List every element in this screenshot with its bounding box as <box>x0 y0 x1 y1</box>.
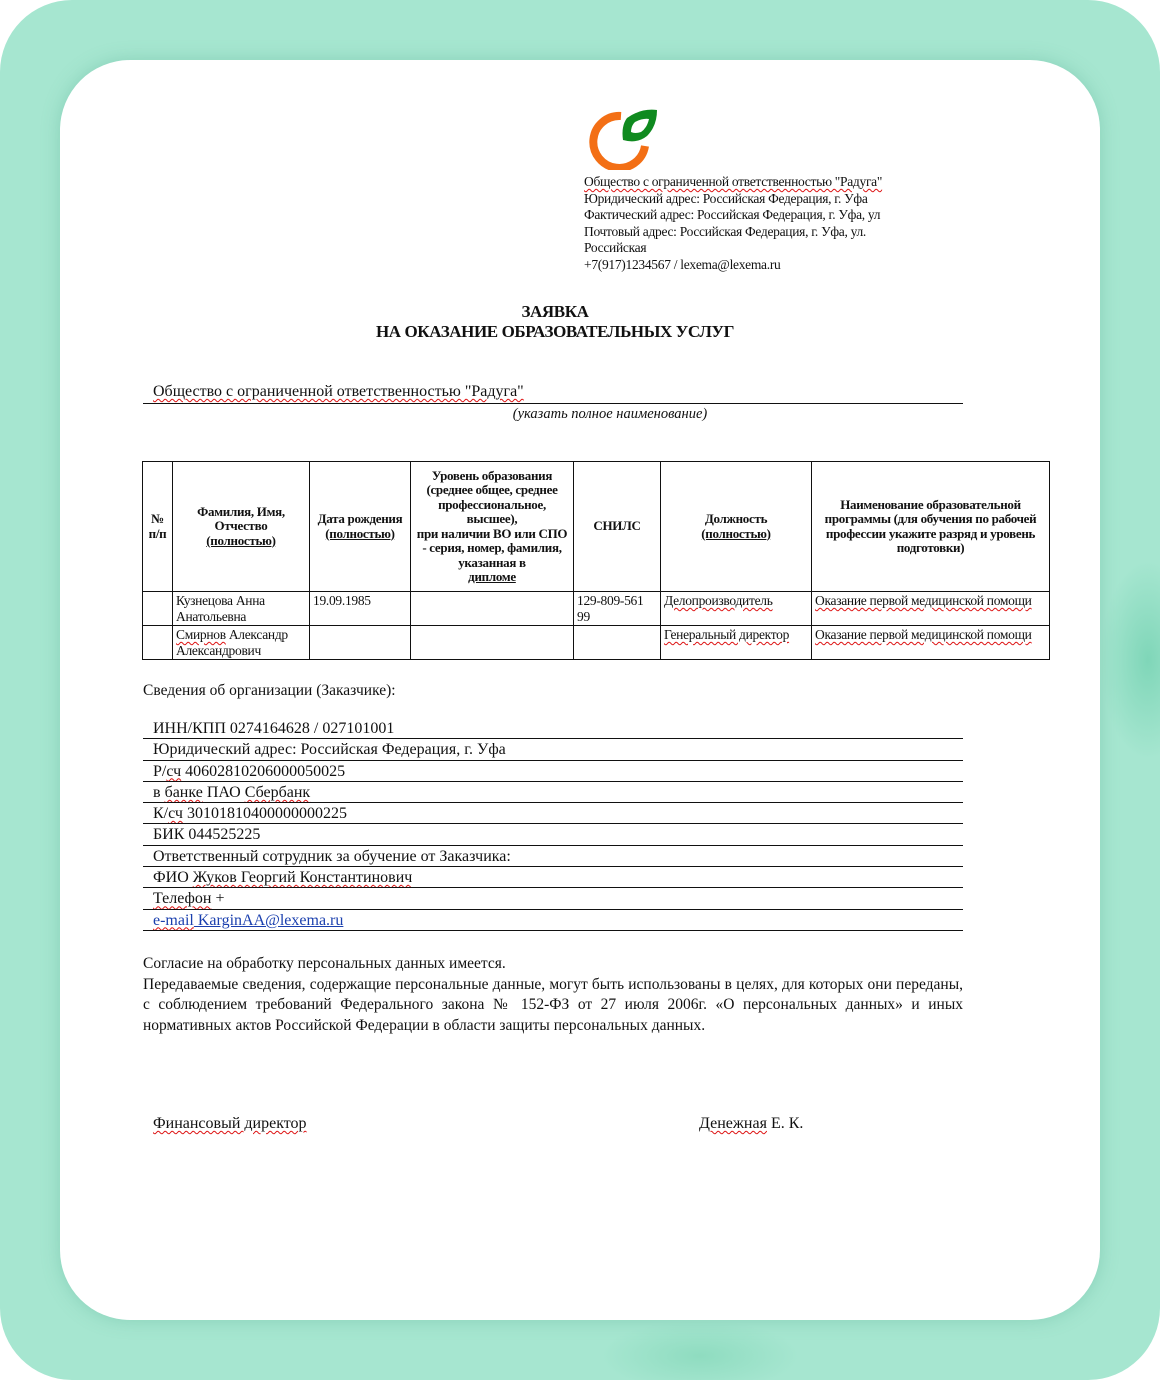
bank-prefix: в <box>153 783 165 801</box>
header-dob-note: (полностью) <box>325 525 395 541</box>
phone-value: + <box>211 890 225 908</box>
consent-text: Передаваемые сведения, содержащие персональные данные, могут быть использованы в целях, для которых они переданы, с соблюдением требований Федерального закона № 152-ФЗ от 27 июля 2006г. «О персональных данных» и иных нормативных актов Российской Федерации в области защиты персональных данных. <box>143 975 963 1034</box>
header-fio-text: Фамилия, Имя, Отчество <box>197 503 285 534</box>
company-postal-address-cont: Российская <box>584 240 647 255</box>
title-line-2: НА ОКАЗАНИЕ ОБРАЗОВАТЕЛЬНЫХ УСЛУГ <box>375 322 735 341</box>
cell-education <box>411 626 574 660</box>
bank-word: банке <box>164 783 203 801</box>
customer-phone <box>143 888 963 909</box>
corr-number: 30101810400000000225 <box>182 805 347 823</box>
signatory-position: Финансовый директор <box>153 1115 307 1132</box>
customer-section-label: Сведения об организации (Заказчике): <box>143 682 396 699</box>
customer-inn-kpp: ИНН/КПП 0274164628 / 027101001 <box>143 718 963 739</box>
cell-position: Делопроизводитель <box>661 592 812 626</box>
table-row <box>143 592 1050 626</box>
header-fio-note: (полностью) <box>206 532 276 548</box>
customer-account <box>143 761 963 782</box>
bank-name: Сбербанк <box>244 783 311 801</box>
customer-info <box>143 718 963 931</box>
company-name: Общество с ограниченной ответственностью "Радуга" <box>584 174 883 189</box>
customer-corr-account <box>143 803 963 824</box>
header-program: Наименование образовательной программы (для обучения по рабочей профессии укажите разряд и уровень подготовки) <box>812 462 1050 592</box>
cell-dob: 19.09.1985 <box>310 592 411 626</box>
cell-dob <box>310 626 411 660</box>
company-contacts: +7(917)1234567 / lexema@lexema.ru <box>584 256 781 272</box>
cell-program: Оказание первой медицинской помощи <box>812 626 1050 660</box>
bank-mid: ПАО <box>202 783 245 801</box>
email-label: e-mail <box>153 911 194 929</box>
fio-prefix: ФИО <box>153 869 193 887</box>
account-abbr: сч <box>166 762 182 780</box>
company-logo-icon <box>583 106 659 170</box>
organization-name-field <box>143 383 963 404</box>
company-header <box>584 174 944 273</box>
organization-name: Общество с ограниченной ответственностью "Радуга" <box>153 383 524 400</box>
header-dob <box>310 462 411 592</box>
email-link[interactable]: KarginAA@lexema.ru <box>193 911 344 929</box>
header-position <box>661 462 812 592</box>
header-position-text: Должность <box>704 511 768 526</box>
participants-table <box>142 461 1050 660</box>
cell-program: Оказание первой медицинской помощи <box>812 592 1050 626</box>
consent-statement: Согласие на обработку персональных данных имеется. <box>143 955 506 972</box>
cell-education <box>411 592 574 626</box>
table-row <box>143 626 1050 660</box>
header-fio <box>173 462 310 592</box>
header-education <box>411 462 574 592</box>
cell-snils <box>574 626 661 660</box>
frame-glow <box>600 1320 800 1380</box>
header-position-note: (полностью) <box>701 525 771 541</box>
header-edu-text-2: при наличии ВО или СПО - серия, номер, фамилия, указанная в <box>416 525 568 570</box>
customer-bik: БИК 044525225 <box>143 824 963 845</box>
account-prefix: Р/ <box>153 762 167 780</box>
fio-value: Жуков Георгий Константинович <box>192 869 413 887</box>
cell-position: Генеральный директор <box>661 626 812 660</box>
company-legal-address: Юридический адрес: Российская Федерация, г. Уфа <box>584 190 868 206</box>
customer-responsible-fio <box>143 867 963 888</box>
signatory-name <box>699 1115 803 1133</box>
table-header-row <box>143 462 1050 592</box>
frame-glow <box>1100 560 1160 760</box>
account-number: 40602810206000050025 <box>181 762 346 780</box>
header-edu-text: Уровень образования (среднее общее, среднее профессиональное, высшее), <box>426 467 558 526</box>
customer-responsible-label: Ответственный сотрудник за обучение от Заказчика: <box>143 846 963 867</box>
cell-snils: 129-809-561 99 <box>574 592 661 626</box>
title-line-1: ЗАЯВКА <box>521 302 589 321</box>
corr-abbr: сч <box>168 805 183 823</box>
header-num: № п/п <box>143 462 173 592</box>
signatory-surname: Денежная <box>699 1115 767 1132</box>
customer-email[interactable] <box>143 910 963 931</box>
corr-prefix: К/ <box>153 805 169 823</box>
cell-fio-rest: Александр Александрович <box>176 627 288 658</box>
cell-fio: Кузнецова Анна Анатольевна <box>173 592 310 626</box>
cell-num <box>143 626 173 660</box>
signatory-initials: Е. К. <box>766 1115 804 1132</box>
consent-block <box>143 954 963 1036</box>
company-postal-address: Почтовый адрес: Российская Федерация, г. Уфа, ул. <box>584 223 866 239</box>
customer-bank <box>143 782 963 803</box>
header-edu-text-3: дипломе <box>468 569 516 584</box>
document-title <box>140 302 970 342</box>
header-snils: СНИЛС <box>574 462 661 592</box>
company-actual-address: Фактический адрес: Российская Федерация, г. Уфа, ул <box>584 207 881 222</box>
organization-name-hint: (указать полное наименование) <box>512 406 708 422</box>
cell-fio-surname: Смирнов <box>176 627 226 642</box>
cell-num <box>143 592 173 626</box>
phone-label: Телефон <box>153 890 212 908</box>
header-dob-text: Дата рождения <box>317 511 403 526</box>
customer-legal-address: Юридический адрес: Российская Федерация, г. Уфа <box>143 739 963 760</box>
cell-fio <box>173 626 310 660</box>
